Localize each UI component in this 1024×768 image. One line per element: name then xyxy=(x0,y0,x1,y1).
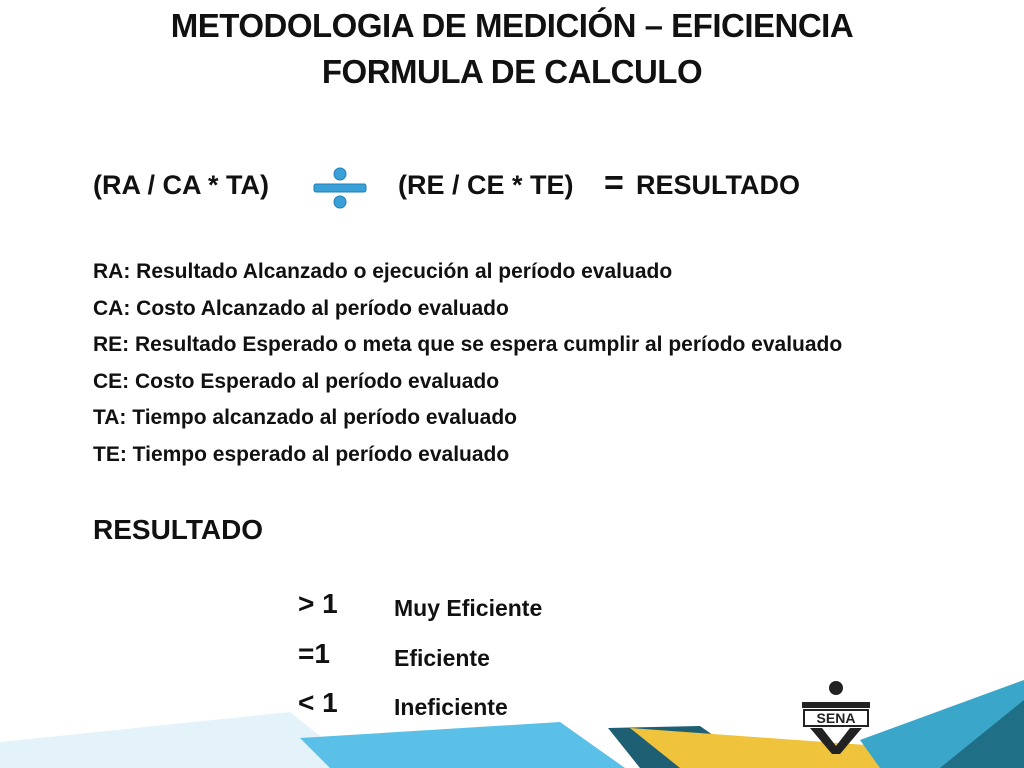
definition-item: TA: Tiempo alcanzado al período evaluado xyxy=(93,406,517,429)
definition-item: RA: Resultado Alcanzado o ejecución al período evaluado xyxy=(93,260,673,283)
scale-symbol: > 1 xyxy=(298,588,338,619)
formula-equals: = xyxy=(604,164,624,202)
scale-row-ineficiente xyxy=(0,687,700,731)
formula xyxy=(0,166,1024,210)
formula-numerator: (RA / CA * TA) xyxy=(93,170,269,200)
scale-label: Eficiente xyxy=(394,645,490,671)
scale-symbol: =1 xyxy=(298,638,330,669)
formula-denominator: (RE / CE * TE) xyxy=(398,170,574,200)
scale-label: Ineficiente xyxy=(394,694,508,720)
definition-list xyxy=(93,254,842,473)
definition-item: TE: Tiempo esperado al período evaluado xyxy=(93,442,510,466)
svg-text:SENA: SENA xyxy=(816,710,856,726)
page-title: METODOLOGIA DE MEDICIÓN – EFICIENCIA xyxy=(170,7,854,44)
scale-label: Muy Eficiente xyxy=(394,595,543,621)
page-subtitle: FORMULA DE CALCULO xyxy=(321,53,703,90)
scale-row-eficiente xyxy=(0,638,700,682)
definition-item: RE: Resultado Esperado o meta que se espera cumplir al período evaluado xyxy=(93,333,843,356)
resultado-heading: RESULTADO xyxy=(93,514,264,545)
sena-logo-icon xyxy=(796,680,876,756)
definition-item: CA: Costo Alcanzado al período evaluado xyxy=(93,296,509,320)
scale-row-muy-eficiente xyxy=(0,588,700,632)
formula-result: RESULTADO xyxy=(636,170,800,200)
scale-symbol: < 1 xyxy=(298,687,338,718)
definition-item: CE: Costo Esperado al período evaluado xyxy=(93,369,500,393)
divide-icon xyxy=(313,166,367,210)
